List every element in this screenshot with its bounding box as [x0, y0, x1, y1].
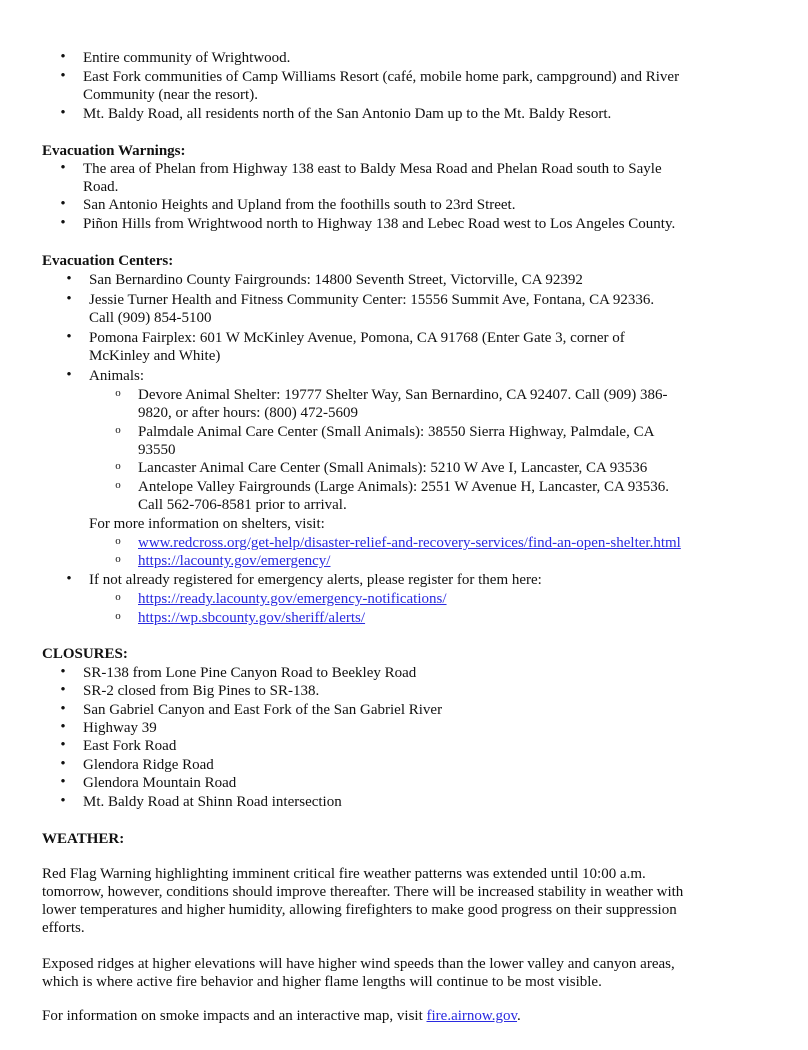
smoke-info-suffix: .	[517, 1008, 521, 1024]
warning-item-cont: Road.	[83, 179, 119, 195]
bullet: •	[60, 737, 66, 753]
warning-item: San Antonio Heights and Upland from the foothills south to 23rd Street.	[83, 197, 516, 213]
order-item: Mt. Baldy Road, all residents north of the San Antonio Dam up to the Mt. Baldy Resort.	[83, 106, 612, 122]
bullet: •	[66, 271, 72, 287]
bullet: •	[60, 196, 66, 212]
closure-item: SR-138 from Lone Pine Canyon Road to Beekley Road	[83, 665, 417, 681]
animal-shelter-item: Antelope Valley Fairgrounds (Large Animals): 2551 W Avenue H, Lancaster, CA 93536.	[138, 479, 669, 495]
animal-shelter-item-cont: Call 562-706-8581 prior to arrival.	[138, 497, 347, 513]
order-item: Entire community of Wrightwood.	[83, 50, 291, 66]
smoke-info-text: For information on smoke impacts and an interactive map, visit	[42, 1008, 427, 1024]
bullet: •	[60, 793, 66, 809]
order-item-cont: Community (near the resort).	[83, 87, 258, 103]
bullet: •	[66, 329, 72, 345]
lacounty-emergency-link[interactable]: https://lacounty.gov/emergency/	[138, 553, 331, 569]
sub-bullet: o	[115, 387, 121, 399]
warning-item: The area of Phelan from Highway 138 east to Baldy Mesa Road and Phelan Road south to Sayle	[83, 161, 662, 177]
bullet: •	[60, 701, 66, 717]
bullet: •	[60, 682, 66, 698]
lacounty-notifications-link[interactable]: https://ready.lacounty.gov/emergency-notifications/	[138, 591, 447, 607]
animal-shelter-item: Lancaster Animal Care Center (Small Animals): 5210 W Ave I, Lancaster, CA 93536	[138, 460, 648, 476]
bullet: •	[60, 215, 66, 231]
closure-item: Mt. Baldy Road at Shinn Road intersection	[83, 794, 342, 810]
weather-paragraph-line: Red Flag Warning highlighting imminent critical fire weather patterns was extended until 10:00 a.m.	[42, 866, 646, 882]
animals-label: Animals:	[89, 368, 144, 384]
sub-bullet: o	[115, 591, 121, 603]
center-item: Jessie Turner Health and Fitness Community Center: 15556 Summit Ave, Fontana, CA 92336.	[89, 292, 655, 308]
order-item: East Fork communities of Camp Williams Resort (café, mobile home park, campground) and River	[83, 69, 680, 85]
bullet: •	[60, 160, 66, 176]
weather-paragraph-line: Exposed ridges at higher elevations will have higher wind speeds than the lower valley and canyon areas,	[42, 956, 675, 972]
sub-bullet: o	[115, 610, 121, 622]
centers-heading: Evacuation Centers:	[42, 253, 174, 269]
alerts-text: If not already registered for emergency alerts, please register for them here:	[89, 572, 542, 588]
weather-paragraph-line: lower temperatures and higher humidity, allowing firefighters to make good progress on their suppression	[42, 902, 677, 918]
closure-item: Glendora Mountain Road	[83, 775, 237, 791]
closures-heading: CLOSURES:	[42, 646, 128, 662]
weather-paragraph-line: which is where active fire behavior and higher flame lengths will continue to be most visible.	[42, 974, 602, 990]
closure-item: San Gabriel Canyon and East Fork of the San Gabriel River	[83, 702, 443, 718]
animal-shelter-item-cont: 9820, or after hours: (800) 472-5609	[138, 405, 358, 421]
bullet: •	[66, 367, 72, 383]
bullet: •	[60, 105, 66, 121]
warnings-heading: Evacuation Warnings:	[42, 143, 186, 159]
closure-item: Glendora Ridge Road	[83, 757, 214, 773]
sub-bullet: o	[115, 424, 121, 436]
center-item-cont: McKinley and White)	[89, 348, 221, 364]
center-item: San Bernardino County Fairgrounds: 14800 Seventh Street, Victorville, CA 92392	[89, 272, 583, 288]
bullet: •	[60, 49, 66, 65]
bullet: •	[60, 774, 66, 790]
closure-item: East Fork Road	[83, 738, 177, 754]
bullet: •	[60, 756, 66, 772]
closure-item: SR-2 closed from Big Pines to SR-138.	[83, 683, 320, 699]
closure-item: Highway 39	[83, 720, 157, 736]
warning-item: Piñon Hills from Wrightwood north to Highway 138 and Lebec Road west to Los Angeles County.	[83, 216, 676, 232]
animal-shelter-item-cont: 93550	[138, 442, 176, 458]
more-info-text: For more information on shelters, visit:	[89, 516, 325, 532]
sub-bullet: o	[115, 535, 121, 547]
bullet: •	[60, 719, 66, 735]
bullet: •	[60, 68, 66, 84]
smoke-info-line	[42, 1007, 521, 1025]
sub-bullet: o	[115, 460, 121, 472]
center-item: Pomona Fairplex: 601 W McKinley Avenue, Pomona, CA 91768 (Enter Gate 3, corner of	[89, 330, 625, 346]
animal-shelter-item: Palmdale Animal Care Center (Small Animals): 38550 Sierra Highway, Palmdale, CA	[138, 424, 655, 440]
bullet: •	[60, 664, 66, 680]
bullet: •	[66, 571, 72, 587]
sub-bullet: o	[115, 553, 121, 565]
weather-paragraph-line: efforts.	[42, 920, 85, 936]
animal-shelter-item: Devore Animal Shelter: 19777 Shelter Way, San Bernardino, CA 92407. Call (909) 386-	[138, 387, 668, 403]
bullet: •	[66, 291, 72, 307]
center-item-cont: Call (909) 854-5100	[89, 310, 212, 326]
weather-heading: WEATHER:	[42, 831, 125, 847]
sub-bullet: o	[115, 479, 121, 491]
redcross-link[interactable]: www.redcross.org/get-help/disaster-relief-and-recovery-services/find-an-open-shelter.html	[138, 535, 681, 551]
weather-paragraph-line: tomorrow, however, conditions should improve thereafter. There will be increased stability in weather with	[42, 884, 684, 900]
airnow-link[interactable]: fire.airnow.gov	[426, 1008, 518, 1024]
sbcounty-alerts-link[interactable]: https://wp.sbcounty.gov/sheriff/alerts/	[138, 610, 366, 626]
